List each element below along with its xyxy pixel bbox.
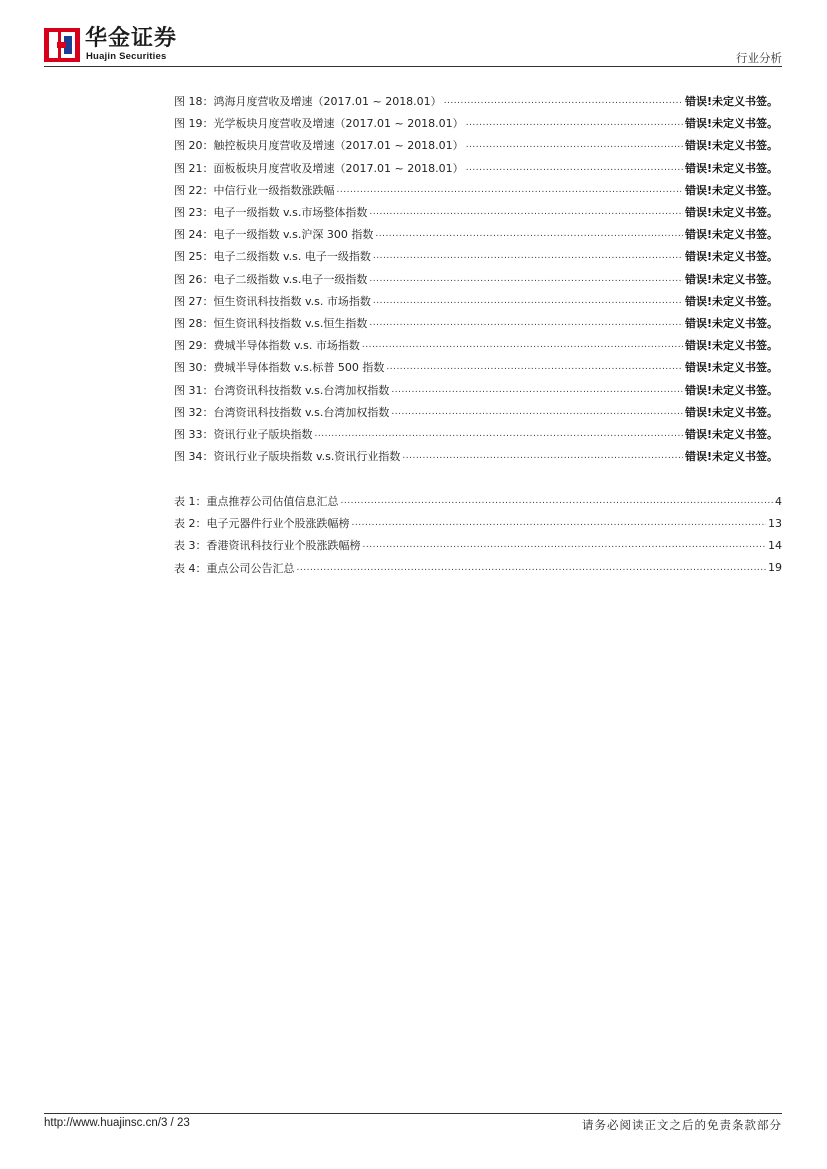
- footer-disclaimer: 请务必阅读正文之后的免责条款部分: [582, 1118, 782, 1132]
- toc-entry-page: 错误!未定义书签。: [684, 228, 778, 242]
- toc-entry-page: 4: [775, 494, 782, 508]
- toc-entry-label: 图 25：电子二级指数 v.s. 电子一级指数: [174, 250, 371, 264]
- toc-leader-dots: [375, 229, 683, 239]
- toc-leader-dots: [444, 96, 683, 106]
- toc-leader-dots: [386, 362, 683, 372]
- toc-entry-label: 图 18：鸿海月度营收及增速（2017.01 ~ 2018.01）: [174, 95, 442, 109]
- toc-entry[interactable]: [174, 134, 778, 156]
- table-list: [174, 490, 782, 579]
- toc-entry-page: 错误!未定义书签。: [684, 161, 778, 175]
- toc-entry[interactable]: [174, 268, 778, 290]
- toc-entry-label: 表 1：重点推荐公司估值信息汇总: [174, 495, 339, 509]
- document-type: 行业分析: [736, 51, 782, 65]
- toc-entry-label: 表 4：重点公司公告汇总: [174, 561, 295, 575]
- toc-entry-page: 错误!未定义书签。: [684, 383, 778, 397]
- toc-entry[interactable]: [174, 290, 778, 312]
- toc-entry-label: 图 26：电子二级指数 v.s.电子一级指数: [174, 272, 368, 286]
- toc-leader-dots: [391, 385, 683, 395]
- toc-entry-page: 错误!未定义书签。: [684, 427, 778, 441]
- toc-entry-label: 图 21：面板板块月度营收及增速（2017.01 ~ 2018.01）: [174, 161, 464, 175]
- toc-leader-dots: [315, 429, 683, 439]
- toc-entry-label: 图 33：资讯行业子版块指数: [174, 427, 313, 441]
- toc-leader-dots: [391, 407, 683, 417]
- toc-leader-dots: [362, 340, 683, 350]
- toc-entry-label: 图 34：资讯行业子版块指数 v.s.资讯行业指数: [174, 450, 401, 464]
- toc-entry[interactable]: [174, 245, 778, 267]
- toc-entry[interactable]: [174, 201, 778, 223]
- toc-entry-page: 13: [768, 516, 782, 530]
- toc-entry-label: 图 29：费城半导体指数 v.s. 市场指数: [174, 339, 360, 353]
- toc-entry-label: 表 3：香港资讯科技行业个股涨跌幅榜: [174, 539, 361, 553]
- toc-entry-label: 图 31：台湾资讯科技指数 v.s.台湾加权指数: [174, 383, 390, 397]
- toc-entry-page: 14: [768, 538, 782, 552]
- toc-entry[interactable]: [174, 179, 778, 201]
- toc-entry-label: 图 20：触控板块月度营收及增速（2017.01 ~ 2018.01）: [174, 139, 464, 153]
- toc-entry-page: 错误!未定义书签。: [684, 117, 778, 131]
- footer-url-page[interactable]: http://www.huajinsc.cn/3 / 23: [44, 1117, 190, 1129]
- toc-entry-page: 错误!未定义书签。: [684, 183, 778, 197]
- toc-entry[interactable]: [174, 512, 782, 534]
- toc-entry-label: 图 30：费城半导体指数 v.s.标普 500 指数: [174, 361, 385, 375]
- brand-name-en: Huajin Securities: [86, 51, 167, 62]
- toc-entry[interactable]: [174, 312, 778, 334]
- toc-entry-page: 错误!未定义书签。: [684, 316, 778, 330]
- toc-entry[interactable]: [174, 401, 778, 423]
- toc-entry[interactable]: [174, 534, 782, 556]
- footer-divider: [44, 1113, 782, 1114]
- toc-entry-label: 图 28：恒生资讯科技指数 v.s.恒生指数: [174, 316, 368, 330]
- toc-entry-page: 错误!未定义书签。: [684, 272, 778, 286]
- toc-entry[interactable]: [174, 423, 778, 445]
- toc-entry-page: 错误!未定义书签。: [684, 405, 778, 419]
- toc-leader-dots: [373, 296, 683, 306]
- toc-leader-dots: [297, 563, 767, 573]
- toc-entry-label: 图 27：恒生资讯科技指数 v.s. 市场指数: [174, 294, 371, 308]
- toc-entry[interactable]: [174, 557, 782, 579]
- toc-entry-page: 19: [768, 561, 782, 575]
- toc-entry-label: 图 22：中信行业一级指数涨跌幅: [174, 183, 335, 197]
- toc-entry-label: 表 2：电子元器件行业个股涨跌幅榜: [174, 517, 350, 531]
- header-divider: [44, 66, 782, 67]
- toc-leader-dots: [402, 451, 683, 461]
- toc-entry-label: 图 24：电子一级指数 v.s.沪深 300 指数: [174, 228, 374, 242]
- toc-entry[interactable]: [174, 90, 778, 112]
- toc-leader-dots: [466, 118, 683, 128]
- toc-leader-dots: [466, 163, 683, 173]
- toc-leader-dots: [369, 274, 683, 284]
- toc-entry[interactable]: [174, 490, 782, 512]
- toc-entry[interactable]: [174, 112, 778, 134]
- toc-entry[interactable]: [174, 445, 778, 467]
- toc-entry-label: 图 19：光学板块月度营收及增速（2017.01 ~ 2018.01）: [174, 117, 464, 131]
- toc-entry[interactable]: [174, 356, 778, 378]
- toc-leader-dots: [337, 185, 683, 195]
- toc-leader-dots: [373, 251, 683, 261]
- toc-leader-dots: [363, 540, 767, 550]
- huajin-logo-icon: [44, 28, 80, 62]
- toc-entry-page: 错误!未定义书签。: [684, 294, 778, 308]
- toc-entry-page: 错误!未定义书签。: [684, 339, 778, 353]
- toc-leader-dots: [466, 140, 683, 150]
- brand-name-cn: 华金证券: [85, 26, 178, 51]
- toc-entry-page: 错误!未定义书签。: [684, 361, 778, 375]
- toc-entry-page: 错误!未定义书签。: [684, 139, 778, 153]
- toc-entry-label: 图 23：电子一级指数 v.s.市场整体指数: [174, 206, 368, 220]
- toc-entry-page: 错误!未定义书签。: [684, 450, 778, 464]
- toc-entry[interactable]: [174, 378, 778, 400]
- toc-entry-label: 图 32：台湾资讯科技指数 v.s.台湾加权指数: [174, 405, 390, 419]
- toc-entry[interactable]: [174, 334, 778, 356]
- toc-entry-page: 错误!未定义书签。: [684, 250, 778, 264]
- toc-leader-dots: [341, 496, 774, 506]
- toc-entry-page: 错误!未定义书签。: [684, 206, 778, 220]
- figure-list: [174, 90, 778, 467]
- toc-entry-page: 错误!未定义书签。: [684, 95, 778, 109]
- toc-entry[interactable]: [174, 223, 778, 245]
- toc-entry[interactable]: [174, 157, 778, 179]
- toc-leader-dots: [352, 518, 767, 528]
- toc-leader-dots: [369, 318, 683, 328]
- page-header: [44, 26, 782, 66]
- toc-leader-dots: [369, 207, 683, 217]
